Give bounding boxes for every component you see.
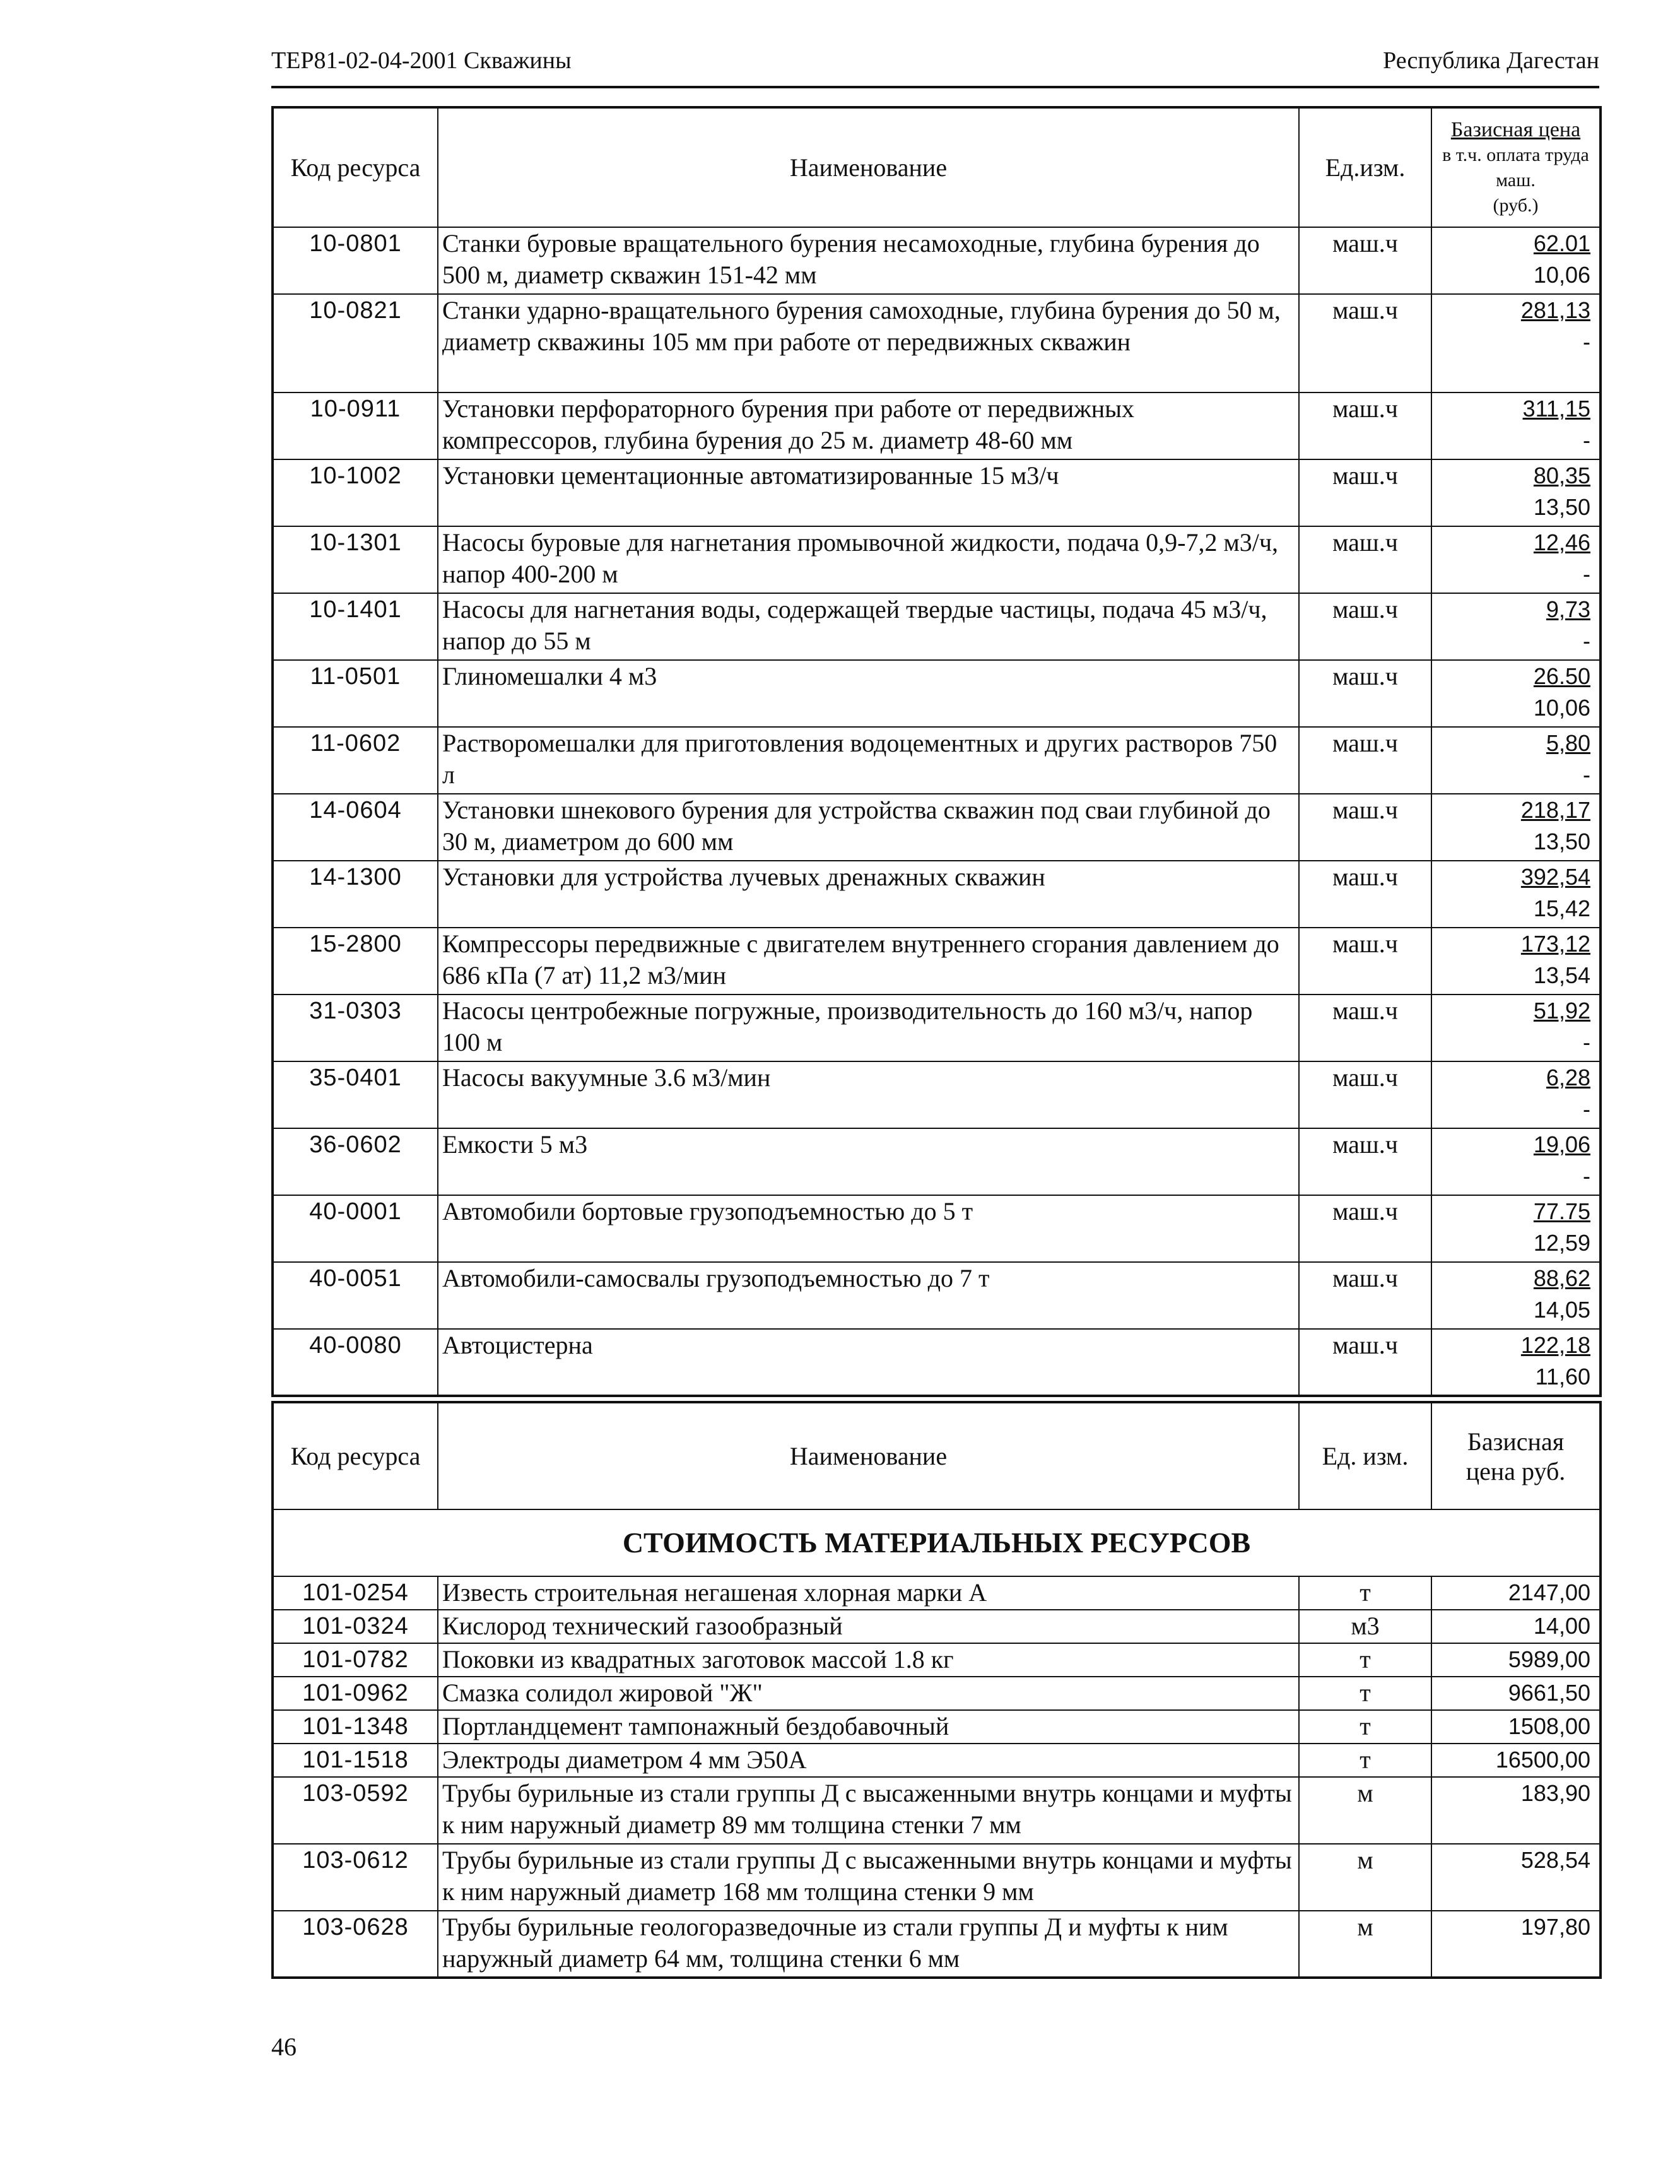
- table-row: [273, 727, 1601, 794]
- base-price: 51,92: [1533, 998, 1590, 1024]
- price-header-line3: (руб.): [1493, 194, 1539, 216]
- resource-name: Насосы буровые для нагнетания промывочной жидкости, подача 0,9-7,2 м3/ч, напор 400-200 м: [438, 526, 1299, 593]
- resource-price: [1431, 1128, 1601, 1195]
- document-code: ТЕР81-02-04-2001 Скважины: [271, 47, 572, 74]
- labor-price: -: [1583, 1096, 1590, 1122]
- resource-unit: маш.ч: [1299, 861, 1431, 928]
- resource-price: [1431, 294, 1601, 393]
- table-row: [273, 1128, 1601, 1195]
- resource-unit: маш.ч: [1299, 1128, 1431, 1195]
- labor-price: -: [1583, 561, 1590, 587]
- resource-name: Растворомешалки для приготовления водоцементных и других растворов 750 л: [438, 727, 1299, 794]
- material-unit: м: [1299, 1777, 1431, 1844]
- resource-name: Емкости 5 м3: [438, 1128, 1299, 1195]
- resource-price: [1431, 928, 1601, 995]
- resource-code: 10-0801: [273, 227, 438, 294]
- base-price: 19,06: [1533, 1131, 1590, 1157]
- resource-price: [1431, 995, 1601, 1061]
- resource-name: Автомобили бортовые грузоподъемностью до 5 т: [438, 1195, 1299, 1262]
- resource-unit: маш.ч: [1299, 1195, 1431, 1262]
- machines-table: [271, 106, 1602, 1397]
- resource-price: [1431, 660, 1601, 727]
- material-price: 14,00: [1431, 1610, 1601, 1643]
- resource-name: Станки буровые вращательного бурения несамоходные, глубина бурения до 500 м, диаметр скважин 151-42 мм: [438, 227, 1299, 294]
- material-code: 101-0962: [273, 1677, 438, 1710]
- labor-price: 11,60: [1535, 1364, 1590, 1390]
- resource-unit: маш.ч: [1299, 393, 1431, 459]
- resource-code: 40-0001: [273, 1195, 438, 1262]
- base-price: 5,80: [1546, 730, 1590, 756]
- base-price: 9,73: [1546, 596, 1590, 622]
- resource-unit: маш.ч: [1299, 459, 1431, 526]
- resource-unit: маш.ч: [1299, 294, 1431, 393]
- base-price: 77.75: [1533, 1198, 1590, 1224]
- table-row: [273, 1329, 1601, 1396]
- labor-price: 10,06: [1533, 695, 1590, 721]
- resource-price: [1431, 526, 1601, 593]
- resource-code: 15-2800: [273, 928, 438, 995]
- resource-price: [1431, 593, 1601, 660]
- page-number: 46: [271, 2033, 297, 2061]
- resource-price: [1431, 1262, 1601, 1329]
- base-price: 80,35: [1533, 463, 1590, 488]
- labor-price: -: [1583, 329, 1590, 355]
- price-header-line2: в т.ч. оплата труда маш.: [1442, 144, 1589, 191]
- labor-price: 13,50: [1533, 829, 1590, 854]
- material-unit: т: [1299, 1677, 1431, 1710]
- resource-name: Насосы вакуумные 3.6 м3/мин: [438, 1061, 1299, 1128]
- resource-code: 10-1401: [273, 593, 438, 660]
- material-code: 101-1518: [273, 1744, 438, 1777]
- material-price: 197,80: [1431, 1911, 1601, 1978]
- labor-price: -: [1583, 628, 1590, 654]
- resource-code: 11-0602: [273, 727, 438, 794]
- page-header: [271, 38, 1599, 82]
- resource-unit: маш.ч: [1299, 794, 1431, 861]
- resource-code: 36-0602: [273, 1128, 438, 1195]
- material-code: 103-0628: [273, 1911, 438, 1978]
- base-price: 88,62: [1533, 1265, 1590, 1291]
- resource-name: Насосы для нагнетания воды, содержащей твердые частицы, подача 45 м3/ч, напор до 55 м: [438, 593, 1299, 660]
- price-header-line1: Базисная цена: [1450, 117, 1581, 141]
- material-unit: м: [1299, 1911, 1431, 1978]
- base-price: 62.01: [1533, 230, 1590, 256]
- resource-code: 35-0401: [273, 1061, 438, 1128]
- base-price: 311,15: [1522, 396, 1590, 422]
- mat-col-unit-header: Ед. изм.: [1299, 1402, 1431, 1509]
- resource-unit: маш.ч: [1299, 227, 1431, 294]
- labor-price: 10,06: [1533, 262, 1590, 288]
- resource-code: 10-0911: [273, 393, 438, 459]
- resource-code: 40-0080: [273, 1329, 438, 1396]
- material-name: Трубы бурильные из стали группы Д с высаженными внутрь концами и муфты к ним наружный диаметр 168 мм толщина стенки 9 мм: [438, 1844, 1299, 1911]
- resource-name: Установки перфораторного бурения при работе от передвижных компрессоров, глубина бурения до 25 м. диаметр 48-60 мм: [438, 393, 1299, 459]
- material-unit: т: [1299, 1744, 1431, 1777]
- material-price: 5989,00: [1431, 1643, 1601, 1677]
- material-name: Известь строительная негашеная хлорная марки А: [438, 1576, 1299, 1610]
- table-row: [273, 660, 1601, 727]
- machines-header-row: [273, 107, 1601, 227]
- mat-col-price-header: Базисная цена руб.: [1431, 1402, 1601, 1509]
- table-row: [273, 294, 1601, 393]
- resource-code: 10-1301: [273, 526, 438, 593]
- base-price: 26.50: [1533, 663, 1590, 689]
- labor-price: -: [1583, 427, 1590, 453]
- resource-unit: маш.ч: [1299, 727, 1431, 794]
- resource-price: [1431, 459, 1601, 526]
- resource-price: [1431, 1329, 1601, 1396]
- table-row: [273, 995, 1601, 1061]
- table-row: [273, 1777, 1601, 1844]
- material-unit: м3: [1299, 1610, 1431, 1643]
- base-price: 12,46: [1533, 529, 1590, 555]
- resource-name: Установки шнекового бурения для устройства скважин под сваи глубиной до 30 м, диаметром до 600 мм: [438, 794, 1299, 861]
- materials-table: [271, 1401, 1602, 1979]
- table-row: [273, 1610, 1601, 1643]
- base-price: 6,28: [1546, 1065, 1590, 1090]
- resource-unit: маш.ч: [1299, 1262, 1431, 1329]
- material-price: 528,54: [1431, 1844, 1601, 1911]
- resource-name: Установки цементационные автоматизированные 15 м3/ч: [438, 459, 1299, 526]
- material-price: 183,90: [1431, 1777, 1601, 1844]
- resource-unit: маш.ч: [1299, 660, 1431, 727]
- material-price: 1508,00: [1431, 1710, 1601, 1744]
- base-price: 218,17: [1520, 797, 1590, 823]
- table-row: [273, 1844, 1601, 1911]
- table-row: [273, 593, 1601, 660]
- base-price: 281,13: [1520, 297, 1590, 323]
- material-name: Электроды диаметром 4 мм Э50А: [438, 1744, 1299, 1777]
- table-row: [273, 1262, 1601, 1329]
- base-price: 122,18: [1520, 1332, 1590, 1358]
- labor-price: 12,59: [1533, 1230, 1590, 1256]
- resource-name: Автомобили-самосвалы грузоподъемностью до 7 т: [438, 1262, 1299, 1329]
- table-row: [273, 1643, 1601, 1677]
- resource-unit: маш.ч: [1299, 593, 1431, 660]
- resource-name: Станки ударно-вращательного бурения самоходные, глубина бурения до 50 м, диаметр скважины 105 мм при работе от передвижных скважин: [438, 294, 1299, 393]
- table-row: [273, 928, 1601, 995]
- header-rule: [271, 86, 1599, 88]
- resource-price: [1431, 1061, 1601, 1128]
- material-code: 101-0324: [273, 1610, 438, 1643]
- labor-price: -: [1583, 1029, 1590, 1055]
- material-code: 103-0612: [273, 1844, 438, 1911]
- resource-code: 14-1300: [273, 861, 438, 928]
- resource-code: 11-0501: [273, 660, 438, 727]
- base-price: 392,54: [1520, 864, 1590, 890]
- resource-price: [1431, 794, 1601, 861]
- material-name: Смазка солидол жировой "Ж": [438, 1677, 1299, 1710]
- labor-price: 15,42: [1533, 895, 1590, 921]
- table-row: [273, 526, 1601, 593]
- labor-price: 14,05: [1533, 1297, 1590, 1323]
- mat-col-name-header: Наименование: [438, 1402, 1299, 1509]
- material-price: 9661,50: [1431, 1677, 1601, 1710]
- resource-price: [1431, 727, 1601, 794]
- material-name: Портландцемент тампонажный бездобавочный: [438, 1710, 1299, 1744]
- resource-price: [1431, 393, 1601, 459]
- material-code: 103-0592: [273, 1777, 438, 1844]
- resource-code: 10-1002: [273, 459, 438, 526]
- table-row: [273, 459, 1601, 526]
- resource-unit: маш.ч: [1299, 1329, 1431, 1396]
- material-name: Трубы бурильные из стали группы Д с высаженными внутрь концами и муфты к ним наружный диаметр 89 мм толщина стенки 7 мм: [438, 1777, 1299, 1844]
- table-row: [273, 1744, 1601, 1777]
- resource-unit: маш.ч: [1299, 526, 1431, 593]
- resource-name: Установки для устройства лучевых дренажных скважин: [438, 861, 1299, 928]
- table-row: [273, 1061, 1601, 1128]
- material-unit: м: [1299, 1844, 1431, 1911]
- resource-unit: маш.ч: [1299, 995, 1431, 1061]
- material-name: Кислород технический газообразный: [438, 1610, 1299, 1643]
- table-row: [273, 227, 1601, 294]
- resource-price: [1431, 1195, 1601, 1262]
- table-row: [273, 1677, 1601, 1710]
- table-row: [273, 1195, 1601, 1262]
- table-row: [273, 861, 1601, 928]
- labor-price: 13,54: [1533, 962, 1590, 988]
- table-row: [273, 1911, 1601, 1978]
- material-code: 101-0782: [273, 1643, 438, 1677]
- table-row: [273, 794, 1601, 861]
- material-name: Трубы бурильные геологоразведочные из стали группы Д и муфты к ним наружный диаметр 64 мм, толщина стенки 6 мм: [438, 1911, 1299, 1978]
- base-price: 173,12: [1520, 931, 1590, 957]
- material-unit: т: [1299, 1576, 1431, 1610]
- resource-name: Глиномешалки 4 м3: [438, 660, 1299, 727]
- table-row: [273, 393, 1601, 459]
- labor-price: -: [1583, 762, 1590, 788]
- resource-unit: маш.ч: [1299, 928, 1431, 995]
- resource-code: 31-0303: [273, 995, 438, 1061]
- mat-col-code-header: Код ресурса: [273, 1402, 438, 1509]
- region-name: Республика Дагестан: [1383, 47, 1599, 74]
- col-name-header: Наименование: [438, 107, 1299, 227]
- material-unit: т: [1299, 1643, 1431, 1677]
- material-code: 101-1348: [273, 1710, 438, 1744]
- col-unit-header: Ед.изм.: [1299, 107, 1431, 227]
- section-title: СТОИМОСТЬ МАТЕРИАЛЬНЫХ РЕСУРСОВ: [273, 1509, 1601, 1576]
- labor-price: 13,50: [1533, 494, 1590, 520]
- resource-code: 14-0604: [273, 794, 438, 861]
- resource-code: 10-0821: [273, 294, 438, 393]
- labor-price: -: [1583, 1163, 1590, 1189]
- resource-name: Компрессоры передвижные с двигателем внутреннего сгорания давлением до 686 кПа (7 ат) 11,2 м3/мин: [438, 928, 1299, 995]
- material-unit: т: [1299, 1710, 1431, 1744]
- table-row: [273, 1576, 1601, 1610]
- resource-name: Автоцистерна: [438, 1329, 1299, 1396]
- material-code: 101-0254: [273, 1576, 438, 1610]
- section-title-row: [273, 1509, 1601, 1576]
- resource-price: [1431, 227, 1601, 294]
- material-price: 2147,00: [1431, 1576, 1601, 1610]
- resource-unit: маш.ч: [1299, 1061, 1431, 1128]
- resource-price: [1431, 861, 1601, 928]
- material-name: Поковки из квадратных заготовок массой 1.8 кг: [438, 1643, 1299, 1677]
- resource-name: Насосы центробежные погружные, производительность до 160 м3/ч, напор 100 м: [438, 995, 1299, 1061]
- table-row: [273, 1710, 1601, 1744]
- col-code-header: Код ресурса: [273, 107, 438, 227]
- material-price: 16500,00: [1431, 1744, 1601, 1777]
- col-price-header: [1431, 107, 1601, 227]
- materials-header-row: [273, 1402, 1601, 1509]
- resource-code: 40-0051: [273, 1262, 438, 1329]
